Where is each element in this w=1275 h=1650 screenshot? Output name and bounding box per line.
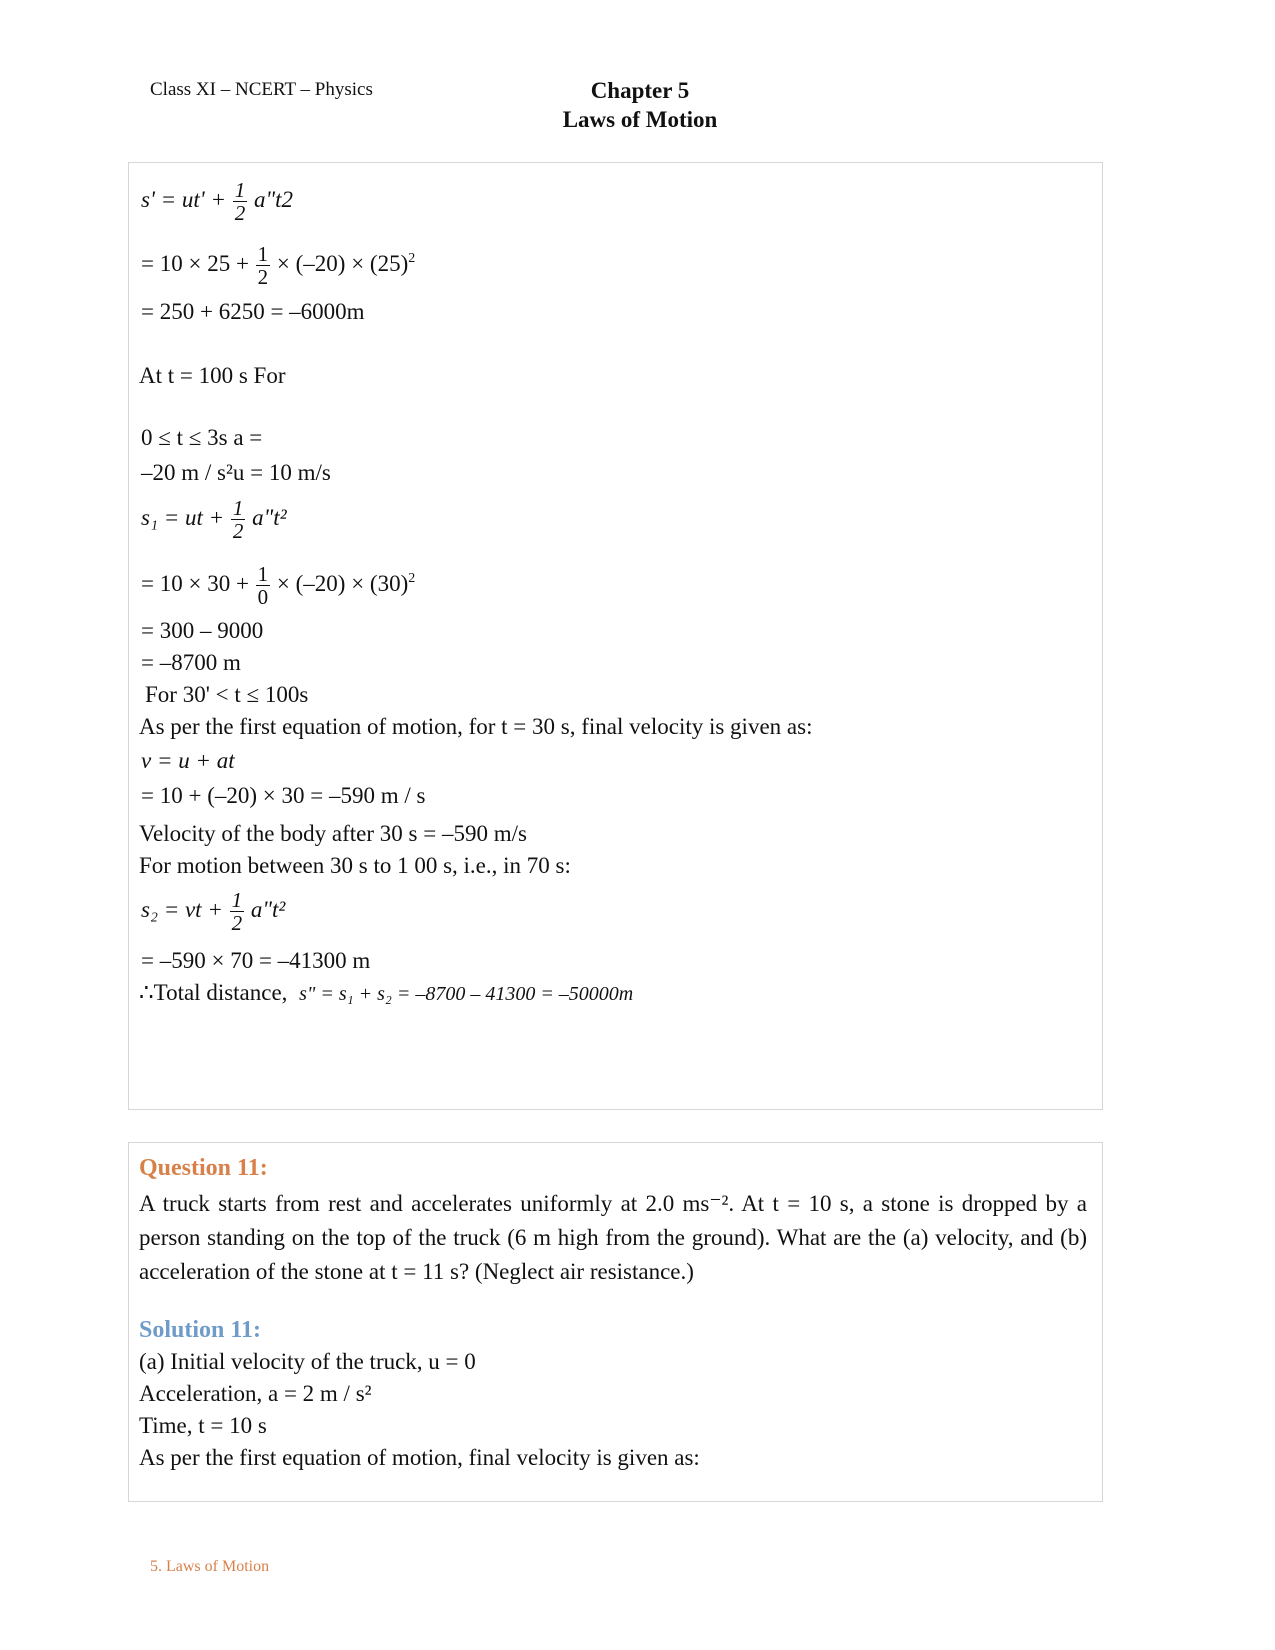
for-range-line: For 30' < t ≤ 100s — [145, 682, 309, 707]
fraction-half: $\frac{1}{2}$ — [232, 496, 244, 543]
header-class-label: Class XI – NCERT – Physics — [150, 79, 373, 100]
eq-result-1: = 250 + 6250 = –6000m — [141, 299, 365, 324]
chapter-title: Laws of Motion — [562, 107, 718, 132]
eq-s1-substitution: = 10 × 30 + $\frac{1}{0}$ × $(-20) \times (30)^2$ — [141, 562, 416, 609]
eq-v: v = u + at — [141, 748, 235, 773]
fraction-half: $\frac{1}{2}$ — [231, 888, 243, 935]
fraction-half: $\frac{1}{2}$ — [257, 242, 269, 289]
question-text: A truck starts from rest and accelerates uniformly at 2.0 ms⁻². At t = 10 s, a stone is dropped by a person standing on the top of the truck (6 m high from the ground). What are the (a) velocity, and (b) acceleration of the stone at t = 11 s? (Neglect air resistance.) — [139, 1191, 1087, 1284]
eq-s2-eval: = –590 × 70 = –41300 m — [141, 948, 371, 973]
chapter-number: Chapter 5 — [590, 78, 690, 103]
eq-s-prime-lhs: s' = ut' + — [141, 186, 226, 212]
eq-s-prime — [141, 179, 293, 224]
chapter-heading — [500, 76, 780, 134]
solution-line-time: Time, t = 10 s — [139, 1413, 267, 1438]
fraction-half: $\frac{1}{2}$ — [234, 178, 246, 225]
eq-s-prime-rhs: a"t2 — [253, 186, 294, 212]
total-distance-label: ∴Total distance, — [139, 980, 288, 1005]
eq-s1-eval-1: = 300 – 9000 — [141, 618, 264, 643]
solution-continuation-box — [128, 162, 1103, 1110]
first-equation-note: As per the first equation of motion, for t = 30 s, final velocity is given as: — [139, 714, 813, 739]
solution-line-initial-velocity: (a) Initial velocity of the truck, u = 0 — [139, 1349, 476, 1374]
velocity-after-30s: Velocity of the body after 30 s = –590 m/s — [139, 821, 527, 846]
eq-s1-eval-2: = –8700 m — [141, 650, 241, 675]
eq-v-substitution: = 10 + (–20) × 30 = –590 m / s — [141, 783, 426, 808]
question-heading: Question 11: — [139, 1155, 268, 1181]
footer-chapter-label: 5. Laws of Motion — [150, 1558, 270, 1575]
solution-heading: Solution 11: — [139, 1317, 262, 1343]
solution-line-first-equation: As per the first equation of motion, final velocity is given as: — [139, 1445, 700, 1470]
fraction-one-zero: $\frac{1}{0}$ — [257, 562, 269, 609]
acceleration-line: –20 m / s²u = 10 m/s — [141, 460, 331, 485]
eq-s1: s₁ = ut + $\frac{1}{2}$ a"t² — [141, 496, 287, 543]
total-distance-line — [139, 980, 633, 1006]
total-distance-equation: s" = s₁ + s₂ = –8700 – 41300 = –50000m — [299, 983, 634, 1005]
eq-substitution-1: = 10 × 25 + $\frac{1}{2}$ × $(-20) \times (25)^2$ — [141, 242, 416, 289]
solution-line-acceleration: Acceleration, a = 2 m / s² — [139, 1381, 372, 1406]
at-t-100-line: At t = 100 s For — [139, 363, 286, 388]
question-solution-box — [128, 1142, 1103, 1502]
motion-between-line: For motion between 30 s to 1 00 s, i.e., in 70 s: — [139, 853, 571, 878]
range-line: 0 ≤ t ≤ 3s a = — [141, 425, 263, 450]
eq-s2: s₂ = vt + $\frac{1}{2}$ a"t² — [141, 888, 286, 935]
